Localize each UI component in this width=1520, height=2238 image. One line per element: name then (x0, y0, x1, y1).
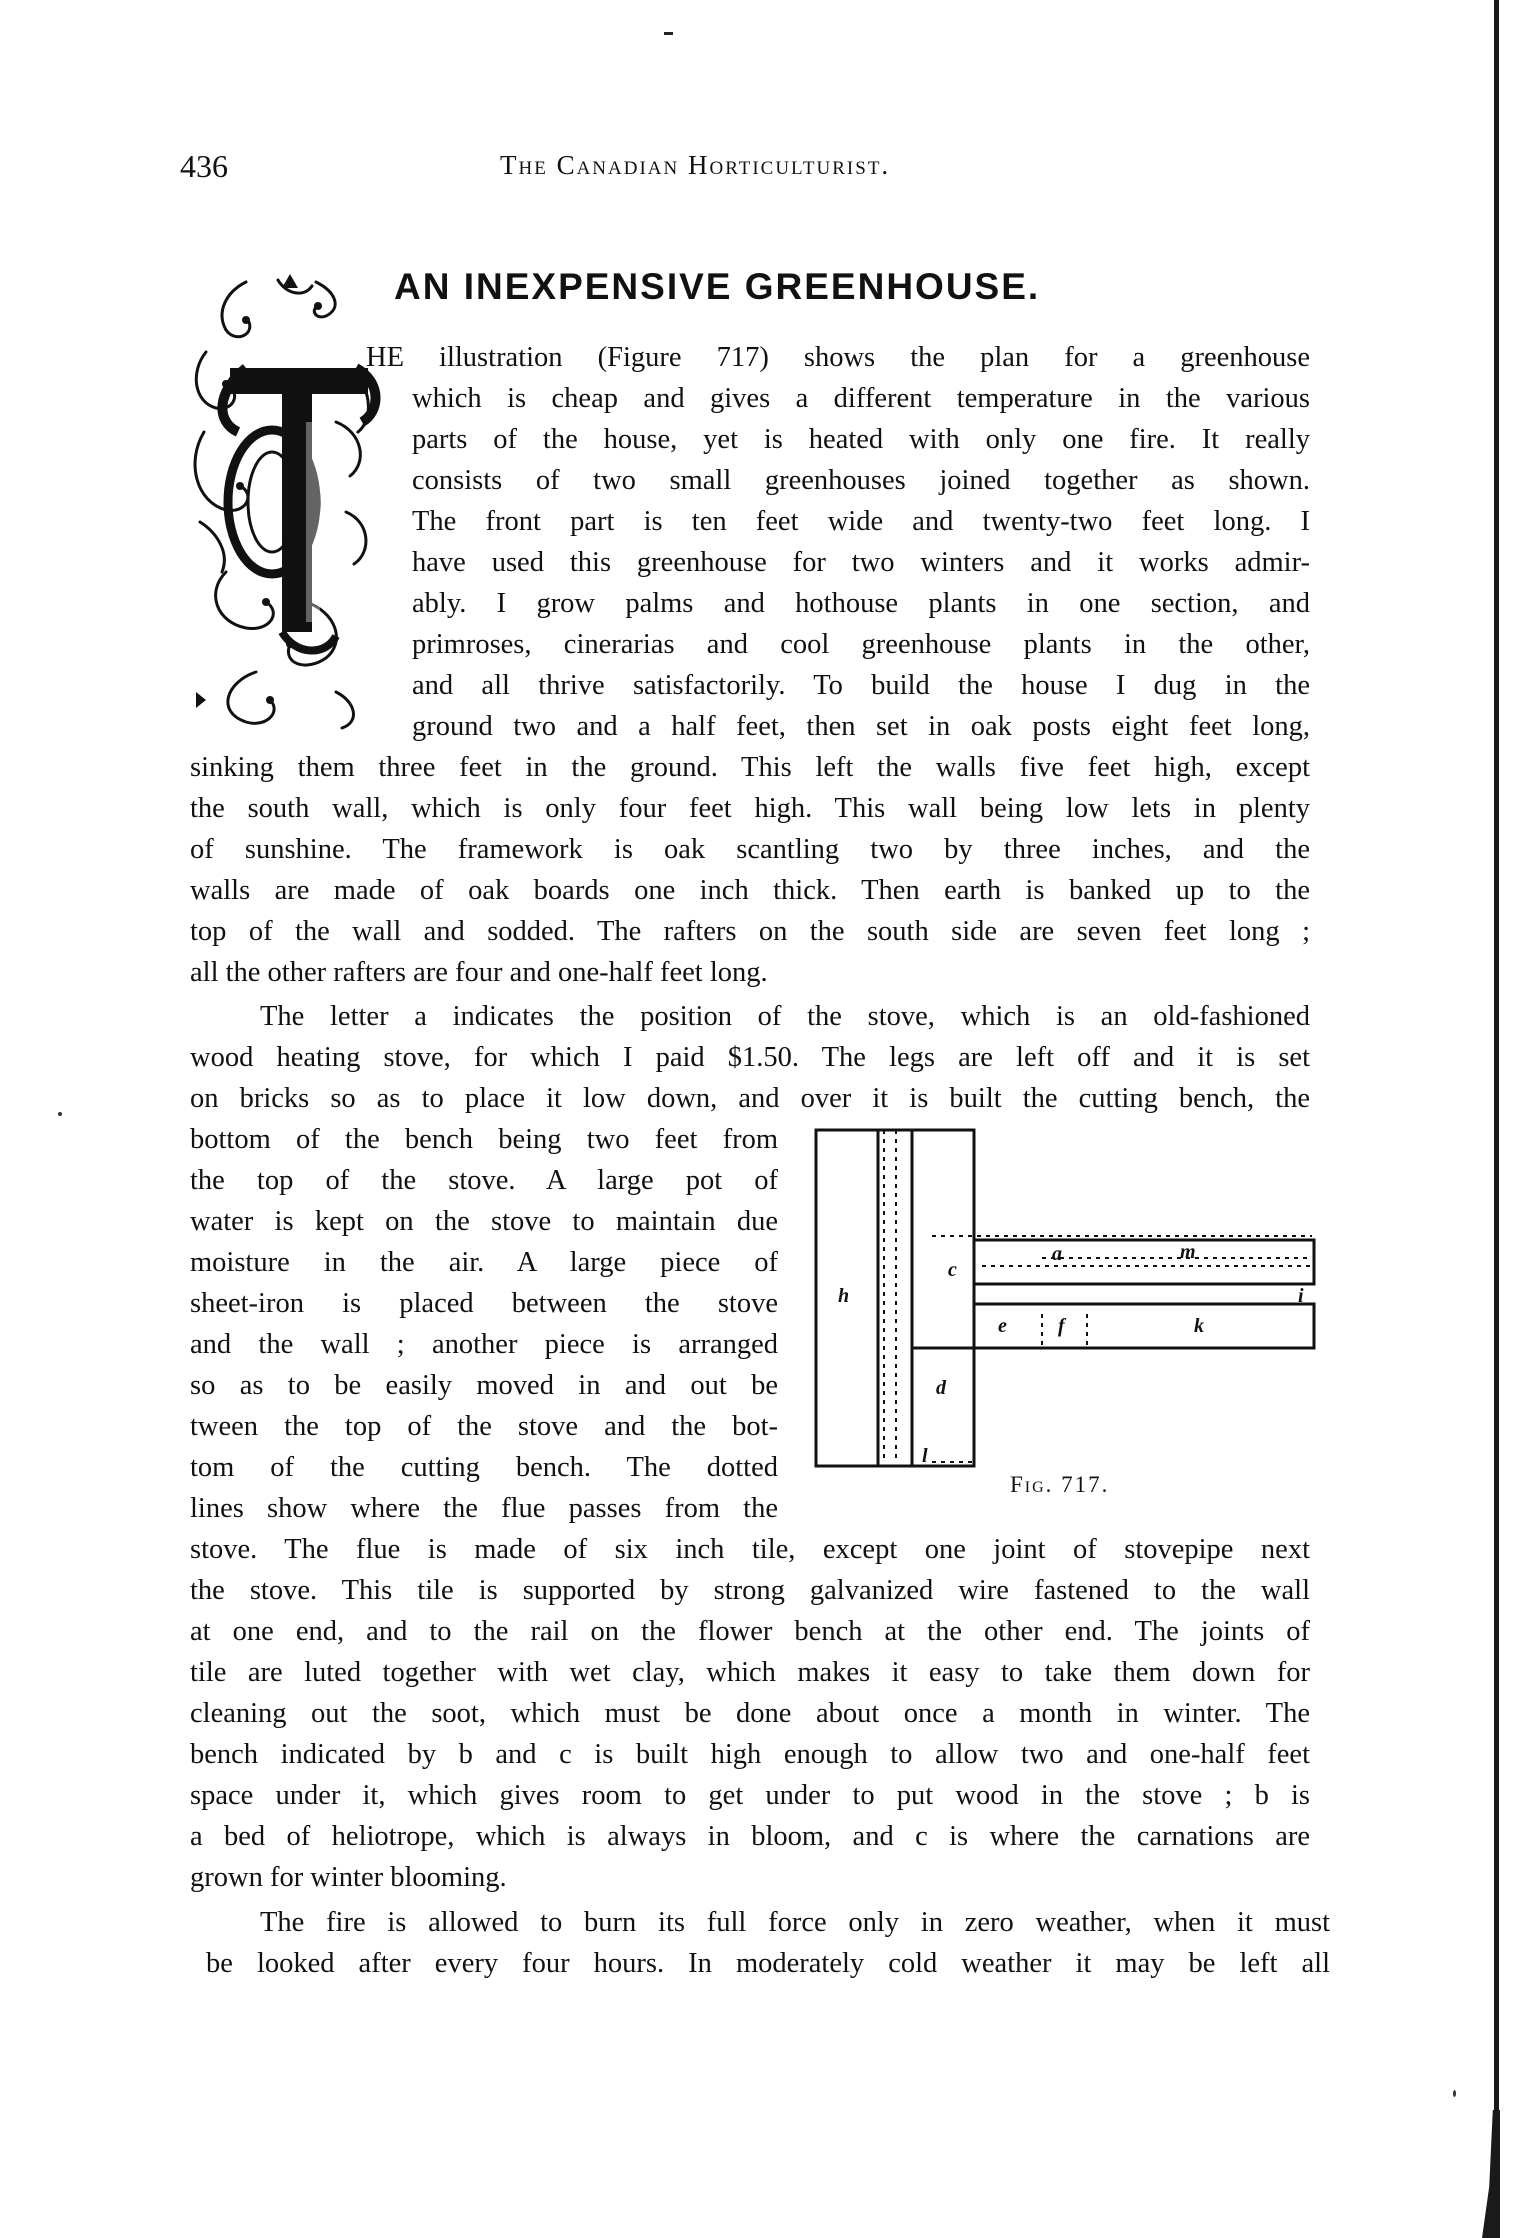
text-line: ground two and a half feet, then set in oak posts eight feet long, (412, 711, 1310, 742)
greenhouse-plan-figure (812, 1126, 1322, 1502)
south-bench-lower (974, 1304, 1314, 1348)
text-line: The letter a indicates the position of the stove, which is an old-fashioned (260, 1001, 1310, 1032)
text-line: The front part is ten feet wide and twenty-two feet long. I (412, 506, 1310, 537)
text-line: top of the wall and sodded. The rafters on the south side are seven feet long ; (190, 916, 1310, 947)
text-line: so as to be easily moved in and out be (190, 1370, 778, 1401)
text-line: which is cheap and gives a different temperature in the various (412, 383, 1310, 414)
figure-caption: Fig. 717. (1010, 1472, 1110, 1497)
text-line: be looked after every four hours. In moderately cold weather it may be left all (206, 1948, 1330, 1979)
decorated-initial-t (186, 272, 384, 732)
text-line: sheet-iron is placed between the stove (190, 1288, 778, 1319)
text-line: sinking them three feet in the ground. This left the walls five feet high, except (190, 752, 1310, 783)
label-d: d (936, 1377, 946, 1399)
text-line: of sunshine. The framework is oak scantling two by three inches, and the (190, 834, 1310, 865)
text-line: bottom of the bench being two feet from (190, 1124, 778, 1155)
text-line: cleaning out the soot, which must be done about once a month in winter. The (190, 1698, 1310, 1729)
page-edge-shadow (1494, 0, 1499, 2238)
top-mark (664, 32, 673, 35)
text-line: HE illustration (Figure 717) shows the plan for a greenhouse (366, 342, 1310, 373)
south-bench-upper (974, 1240, 1314, 1284)
text-line: have used this greenhouse for two winters and it works admir- (412, 547, 1310, 578)
text-line: parts of the house, yet is heated with only one fire. It really (412, 424, 1310, 455)
running-head (180, 148, 1340, 198)
text-line: stove. The flue is made of six inch tile, except one joint of stovepipe next (190, 1534, 1310, 1565)
label-m: m (1180, 1241, 1196, 1263)
label-b: c (948, 1259, 957, 1281)
speck (1453, 2090, 1456, 2097)
label-h: h (838, 1285, 850, 1307)
text-line: grown for winter blooming. (190, 1862, 507, 1893)
text-line: tom of the cutting bench. The dotted (190, 1452, 778, 1483)
text-line: The fire is allowed to burn its full force only in zero weather, when it must (260, 1907, 1330, 1938)
text-line: the south wall, which is only four feet high. This wall being low lets in plenty (190, 793, 1310, 824)
label-k: l (922, 1445, 928, 1467)
text-line: tween the top of the stove and the bot- (190, 1411, 778, 1442)
text-line: on bricks so as to place it low down, and over it is built the cutting bench, the (190, 1083, 1310, 1114)
text-line: primroses, cinerarias and cool greenhouse plants in the other, (412, 629, 1310, 660)
label-e: e (998, 1315, 1007, 1337)
text-line: and all thrive satisfactorily. To build the house I dug in the (412, 670, 1310, 701)
text-line: consists of two small greenhouses joined together as shown. (412, 465, 1310, 496)
label-i: i (1298, 1285, 1304, 1307)
page-number: 436 (180, 148, 228, 184)
label-f: f (1058, 1315, 1065, 1337)
text-line: water is kept on the stove to maintain due (190, 1206, 778, 1237)
text-line: ably. I grow palms and hothouse plants in one section, and (412, 588, 1310, 619)
text-line: bench indicated by b and c is built high enough to allow two and one-half feet (190, 1739, 1310, 1770)
speck (58, 1112, 62, 1116)
text-line: wood heating stove, for which I paid $1.50. The legs are left off and it is set (190, 1042, 1310, 1073)
text-line: space under it, which gives room to get under to put wood in the stove ; b is (190, 1780, 1310, 1811)
text-line: at one end, and to the rail on the flower bench at the other end. The joints of (190, 1616, 1310, 1647)
label-a: a (1052, 1243, 1062, 1265)
text-line: and the wall ; another piece is arranged (190, 1329, 778, 1360)
text-line: the top of the stove. A large pot of (190, 1165, 778, 1196)
text-line: tile are luted together with wet clay, which makes it easy to take them down for (190, 1657, 1310, 1688)
text-line: moisture in the air. A large piece of (190, 1247, 778, 1278)
text-line: a bed of heliotrope, which is always in bloom, and c is where the carnations are (190, 1821, 1310, 1852)
text-line: walls are made of oak boards one inch thick. Then earth is banked up to the (190, 875, 1310, 906)
text-line: the stove. This tile is supported by strong galvanized wire fastened to the wall (190, 1575, 1310, 1606)
journal-title: The Canadian Horticulturist. (500, 150, 891, 180)
text-line: lines show where the flue passes from the (190, 1493, 778, 1524)
north-wing (912, 1130, 974, 1466)
article-title: AN INEXPENSIVE GREENHOUSE. (394, 266, 1041, 307)
label-l: k (1194, 1315, 1204, 1337)
text-line: all the other rafters are four and one-half feet long. (190, 957, 768, 988)
page-edge-curl (1482, 2110, 1500, 2238)
